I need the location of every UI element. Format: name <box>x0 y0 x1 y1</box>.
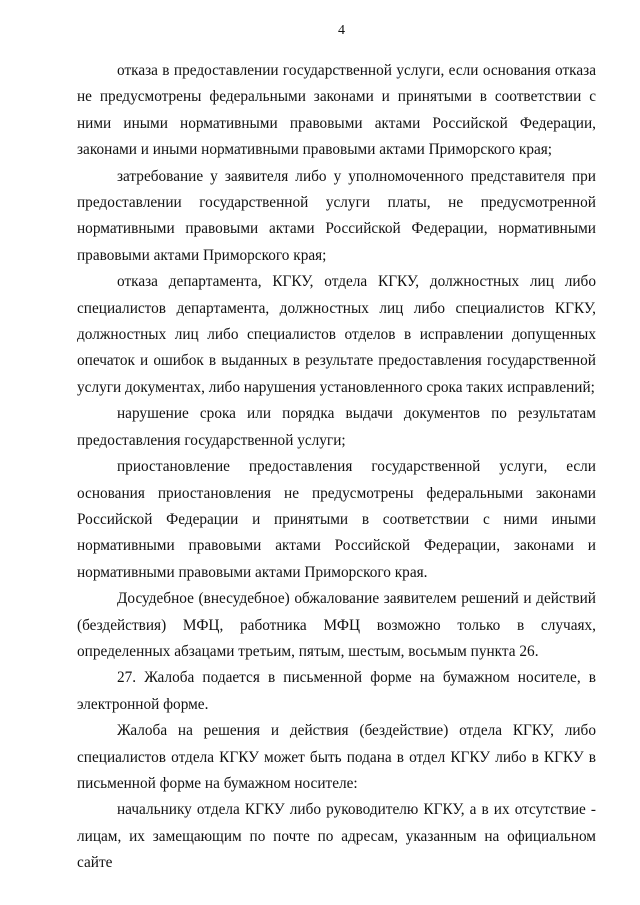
page-number: 4 <box>338 23 345 38</box>
paragraph-refusal-grounds: отказа в предоставлении государственной услуги, если основания отказа не предусмотрены федеральными законами и принятыми в соответствии с ними иными нормативными правовыми актами Российской Федерации, законами и иными нормативными правовыми актами Приморского края; <box>77 62 596 159</box>
paragraph-head-of-department: начальнику отдела КГКУ либо руководителю КГКУ, а в их отсутствие - лицам, их замещающим по почте по адресам, указанным на официальном сайте <box>77 801 596 872</box>
paragraph-correction-refusal: отказа департамента, КГКУ, отдела КГКУ, должностных лиц либо специалистов департамента, должностных лиц либо специалистов КГКУ, должностных лиц либо специалистов отделов в исправлении допущенных опечаток и ошибок в выданных в результате предоставления государственной услуги документах, либо нарушения установленного срока таких исправлений; <box>77 273 596 396</box>
paragraph-deadline-violation: нарушение срока или порядка выдачи документов по результатам предоставления государственной услуги; <box>77 405 596 449</box>
paragraph-mfc-appeal: Досудебное (внесудебное) обжалование заявителем решений и действий (бездействия) МФЦ, работника МФЦ возможно только в случаях, определенных абзацами третьим, пятым, шестым, восьмым пункта 26. <box>77 590 596 660</box>
paragraph-suspension: приостановление предоставления государственной услуги, если основания приостановления не предусмотрены федеральными законами Российской Федерации и принятыми в соответствии с ними иными нормативными правовыми актами Российской Федерации, законами и нормативными правовыми актами Приморского края. <box>77 458 596 581</box>
paragraph-fee-demand: затребование у заявителя либо у уполномоченного представителя при предоставлении государственной услуги платы, не предусмотренной нормативными правовыми актами Российской Федерации, нормативными правовыми актами Приморского края; <box>77 167 596 264</box>
paragraph-27-complaint-form: 27. Жалоба подается в письменной форме на бумажном носителе, в электронной форме. <box>77 669 596 713</box>
paragraph-complaint-submission: Жалоба на решения и действия (бездействие) отдела КГКУ, либо специалистов отдела КГКУ может быть подана в отдел КГКУ либо в КГКУ в письменной форме на бумажном носителе: <box>77 722 596 792</box>
